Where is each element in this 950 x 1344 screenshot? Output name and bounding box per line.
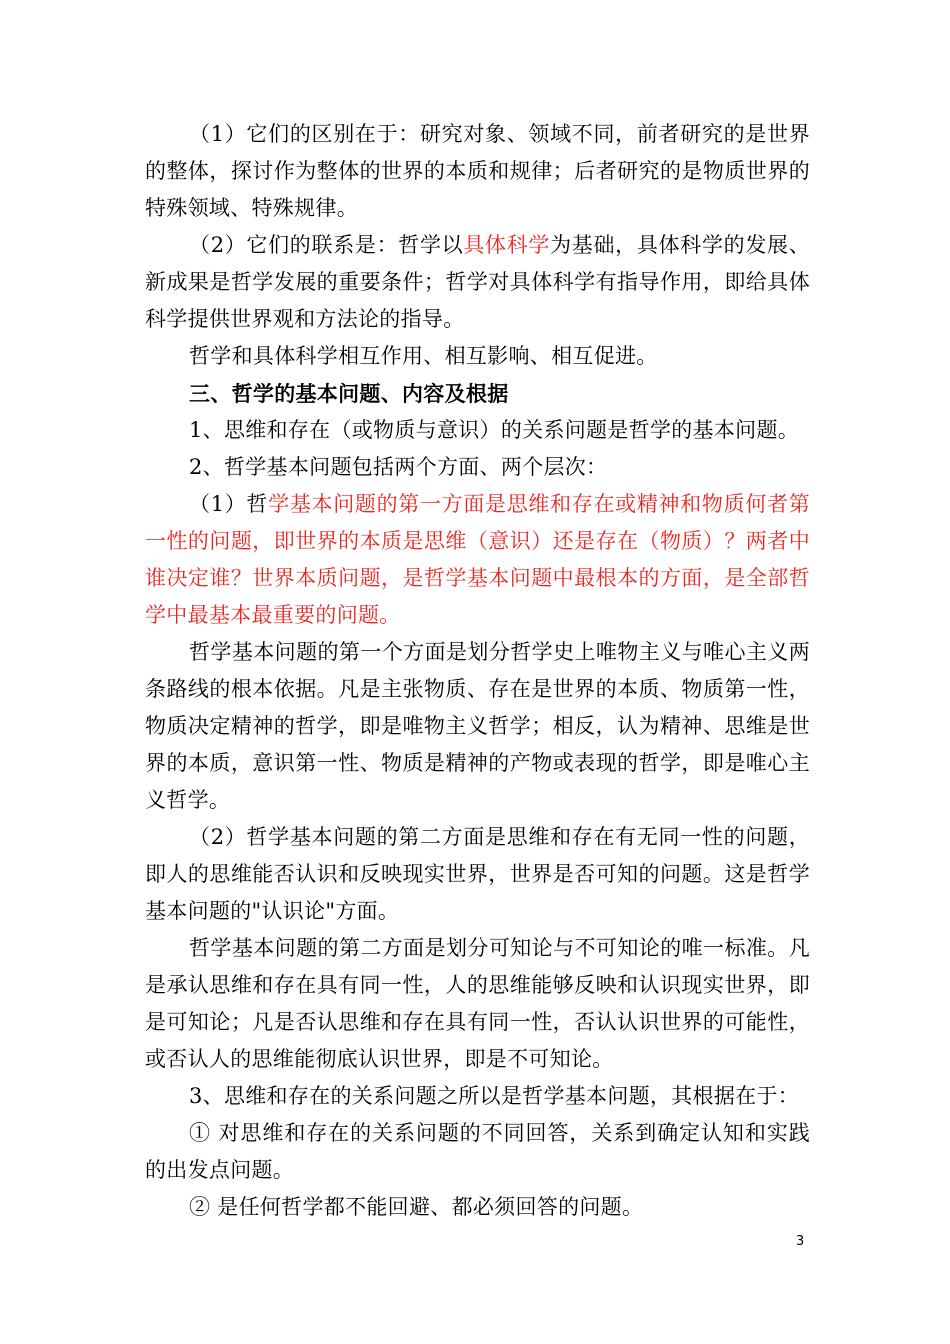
section-heading (145, 375, 810, 412)
paragraph-first-aspect (145, 486, 810, 634)
paragraph-knowability (145, 930, 810, 1078)
paragraph-ground-two (145, 1189, 810, 1226)
text-segment: 2、哲学基本问题包括两个方面、两个层次： (189, 455, 608, 479)
paragraph-grounds (145, 1078, 810, 1115)
paragraph-connection (145, 227, 810, 338)
text-segment: 3、思维和存在的关系问题之所以是哲学基本问题，其根据在于： (189, 1084, 800, 1108)
text-segment: 哲学基本问题的第一个方面是划分哲学史上唯物主义与唯心主义两条路线的根本依据。凡是主张物质、存在是世界的本质、物质第一性，物质决定精神的哲学，即是唯物主义哲学；相反，认为精神、思维是世界的本质，意识第一性、物质是精神的产物或表现的哲学，即是唯心主义哲学。 (145, 640, 810, 812)
text-segment: 哲学基本问题的第二方面是划分可知论与不可知论的唯一标准。凡是承认思维和存在具有同一性，人的思维能够反映和认识现实世界，即是可知论；凡是否认思维和存在具有同一性，否认认识世界的可能性，或否认人的思维能彻底认识世界，即是不可知论。 (145, 936, 810, 1071)
text-segment: （2）它们的联系是：哲学以 (189, 233, 464, 257)
highlighted-text: 学基本问题的第一方面是思维和存在或精神和物质何者第一性的问题，即世界的本质是思维（意识）还是存在（物质）？两者中谁决定谁？世界本质问题，是哲学基本问题中最根本的方面，是全部哲学中最基本最重要的问题。 (145, 492, 810, 627)
text-segment: ① 对思维和存在的关系问题的不同回答，关系到确定认知和实践的出发点问题。 (145, 1121, 810, 1182)
text-segment: 哲学和具体科学相互作用、相互影响、相互促进。 (189, 344, 658, 368)
document-body (145, 116, 810, 1226)
text-segment: 为基础，具体科学的发展、新成果是哲学发展的重要条件；哲学对具体科学有指导作用，即给具体科学提供世界观和方法论的指导。 (145, 233, 810, 331)
page-number: 3 (796, 1234, 805, 1249)
text-segment: （1）哲 (189, 492, 269, 516)
paragraph-two-aspects (145, 449, 810, 486)
paragraph-materialism-idealism (145, 634, 810, 819)
text-segment: （2）哲学基本问题的第二方面是思维和存在有无同一性的问题，即人的思维能否认识和反映现实世界，世界是否可知的问题。这是哲学基本问题的"认识论"方面。 (145, 825, 810, 923)
paragraph-ground-one (145, 1115, 810, 1189)
paragraph-second-aspect (145, 819, 810, 930)
paragraph-difference (145, 116, 810, 227)
heading-text: 三、哲学的基本问题、内容及根据 (189, 381, 509, 406)
paragraph-interaction (145, 338, 810, 375)
text-segment: 1、思维和存在（或物质与意识）的关系问题是哲学的基本问题。 (189, 418, 800, 442)
paragraph-basic-question (145, 412, 810, 449)
text-segment: ② 是任何哲学都不能回避、都必须回答的问题。 (189, 1195, 644, 1219)
highlighted-term: 具体科学 (463, 233, 551, 257)
text-segment: （1）它们的区别在于：研究对象、领域不同，前者研究的是世界的整体，探讨作为整体的世界的本质和规律；后者研究的是物质世界的特殊领域、特殊规律。 (145, 122, 810, 220)
